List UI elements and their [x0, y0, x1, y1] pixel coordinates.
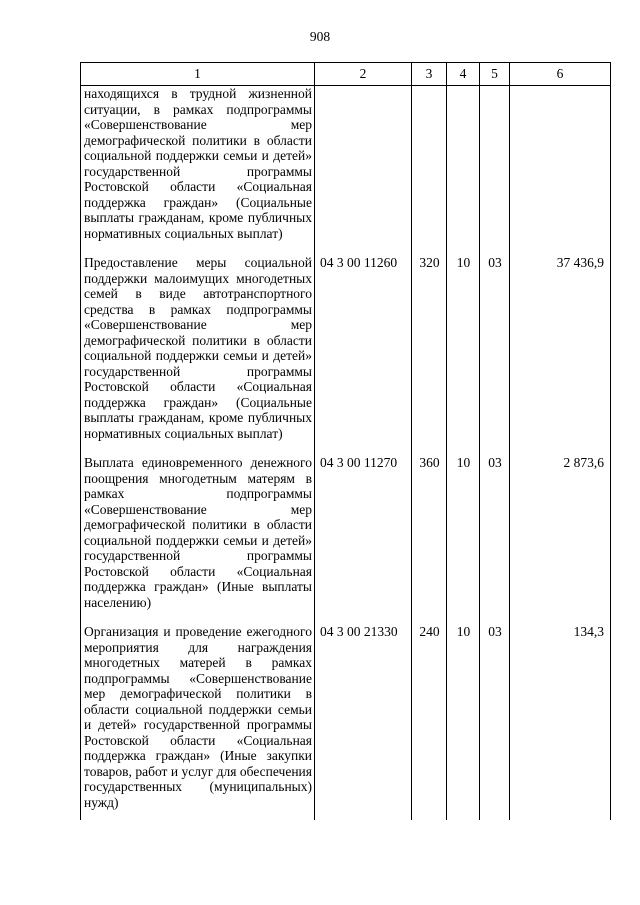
- column-header-6: 6: [510, 63, 611, 86]
- row-amount: 134,3: [510, 618, 611, 820]
- table-header: [81, 63, 611, 86]
- budget-table: [80, 62, 611, 820]
- row-expense-type: 360: [412, 449, 447, 618]
- row-amount: 37 436,9: [510, 249, 611, 449]
- row-expense-type: 320: [412, 249, 447, 449]
- row-subsection: 03: [480, 618, 510, 820]
- row-description: Выплата единовременного денежного поощрения многодетным матерям в рамках подпрограммы «Совершенствование мер демографической политики в области социальной поддержки семьи и детей» государственной программы Ростовской области «Социальная поддержка граждан» (Иные выплаты населению): [81, 449, 315, 618]
- row-amount: [510, 86, 611, 250]
- row-description: находящихся в трудной жизненной ситуации, в рамках подпрограммы «Совершенствование мер демографической политики в области социальной поддержки семьи и детей» государственной программы Ростовской области «Социальная поддержка граждан» (Социальные выплаты гражданам, кроме публичных нормативных социальных выплат): [81, 86, 315, 250]
- row-section: [447, 86, 480, 250]
- column-header-1: 1: [81, 63, 315, 86]
- row-section: 10: [447, 449, 480, 618]
- row-amount: 2 873,6: [510, 449, 611, 618]
- row-section: 10: [447, 249, 480, 449]
- table-body: [81, 86, 611, 821]
- column-header-3: 3: [412, 63, 447, 86]
- table-row: [81, 249, 611, 449]
- row-code: [315, 86, 412, 250]
- page-number: 908: [309, 29, 331, 44]
- row-description: Предоставление меры социальной поддержки малоимущих многодетных семей в виде автотранспортного средства в рамках подпрограммы «Совершенствование мер демографической политики в области социальной поддержки семьи и детей» государственной программы Ростовской области «Социальная поддержка граждан» (Социальные выплаты гражданам, кроме публичных нормативных социальных выплат): [81, 249, 315, 449]
- row-expense-type: 240: [412, 618, 447, 820]
- column-header-5: 5: [480, 63, 510, 86]
- table-row: [81, 618, 611, 820]
- table-row: [81, 86, 611, 250]
- row-code: 04 3 00 11260: [315, 249, 412, 449]
- row-code: 04 3 00 21330: [315, 618, 412, 820]
- row-expense-type: [412, 86, 447, 250]
- row-subsection: 03: [480, 249, 510, 449]
- header-row: [81, 63, 611, 86]
- row-description: Организация и проведение ежегодного мероприятия для награждения многодетных матерей в рамках подпрограммы «Совершенствование мер демографической политики в области социальной поддержки семьи и детей» государственной программы Ростовской области «Социальная поддержка граждан» (Иные закупки товаров, работ и услуг для обеспечения государственных (муниципальных) нужд): [81, 618, 315, 820]
- row-subsection: [480, 86, 510, 250]
- column-header-4: 4: [447, 63, 480, 86]
- column-header-2: 2: [315, 63, 412, 86]
- row-subsection: 03: [480, 449, 510, 618]
- row-section: 10: [447, 618, 480, 820]
- row-code: 04 3 00 11270: [315, 449, 412, 618]
- table-row: [81, 449, 611, 618]
